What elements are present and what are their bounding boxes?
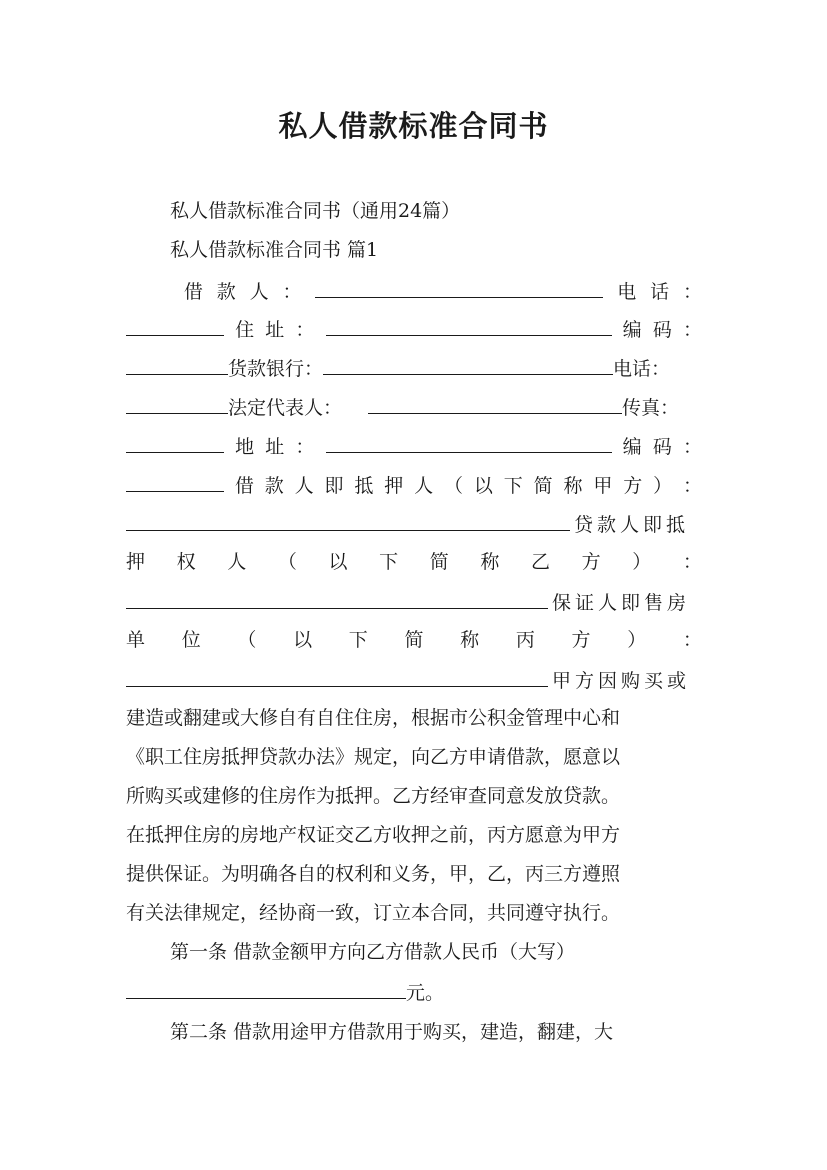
label-char: ）	[653, 475, 673, 497]
label-char: 方	[623, 475, 643, 497]
bank-line	[126, 352, 702, 382]
section-heading: 私人借款标准合同书 篇1	[170, 239, 379, 261]
guarantor-line	[126, 586, 702, 616]
amount-blank[interactable]	[126, 976, 406, 999]
label-char: 住	[235, 319, 255, 341]
label-char: ：	[295, 436, 315, 458]
party-c-blank[interactable]	[126, 664, 548, 687]
label-char: 位	[181, 629, 201, 651]
legal-rep-blank[interactable]	[368, 391, 622, 414]
label-char: ：	[682, 436, 702, 458]
label-char: 人	[294, 475, 314, 497]
label-char: ：	[682, 319, 702, 341]
fax-label: 传真：	[622, 397, 680, 419]
label-char: （	[443, 475, 463, 497]
label-char: 简	[429, 551, 449, 573]
label-char: 款	[264, 475, 284, 497]
label-char: 押	[126, 551, 146, 573]
document-title: 私人借款标准合同书	[278, 109, 549, 143]
label-char: 即	[324, 475, 344, 497]
label-char: 码	[652, 436, 672, 458]
body-line: 有关法律规定，经协商一致，订立本合同，共同遵守执行。	[126, 902, 621, 924]
label-char: 甲	[593, 475, 613, 497]
label-char: 地	[235, 436, 255, 458]
label-char: 借	[183, 281, 203, 303]
label-char: 编	[622, 319, 642, 341]
purchase-line	[126, 664, 702, 694]
party-c-line	[126, 625, 702, 655]
article-1: 第一条 借款金额甲方向乙方借款人民币（大写）	[170, 941, 576, 963]
label-char: 以	[293, 629, 313, 651]
label-char: 下	[379, 551, 399, 573]
label-char: 方	[581, 551, 601, 573]
address-blank[interactable]	[326, 313, 612, 336]
label-char: ：	[682, 551, 702, 573]
lender-line	[126, 508, 702, 538]
label-char: ：	[282, 281, 302, 303]
lender-label: 贷款人即抵	[574, 514, 690, 536]
label-char: 借	[234, 475, 254, 497]
legal-rep-label: 法定代表人：	[228, 397, 343, 419]
label-char: （	[237, 629, 257, 651]
label-char: ：	[682, 475, 702, 497]
label-char: 简	[533, 475, 553, 497]
amount-unit: 元。	[406, 982, 445, 1004]
label-char: 话	[650, 281, 670, 303]
body-line: 在抵押住房的房地产权证交乙方收押之前，丙方愿意为甲方	[126, 824, 621, 846]
label-char: 人	[249, 281, 269, 303]
label-char: 简	[404, 629, 424, 651]
label-char: 称	[563, 475, 583, 497]
label-char: 编	[622, 436, 642, 458]
address-line	[126, 313, 702, 343]
subtitle: 私人借款标准合同书（通用24篇）	[170, 200, 461, 222]
label-char: 押	[384, 475, 404, 497]
label-char: 码	[652, 319, 672, 341]
guarantor-label: 保证人即售房	[552, 592, 691, 614]
postcode-blank[interactable]	[126, 352, 228, 375]
label-char: 下	[348, 629, 368, 651]
label-char: 址	[265, 319, 285, 341]
party-a-line	[126, 469, 702, 499]
body-line: 所购买或建修的住房作为抵押。乙方经审查同意发放贷款。	[126, 785, 621, 807]
label-char: 单	[126, 629, 146, 651]
label-char: 下	[503, 475, 523, 497]
label-char: ）	[632, 551, 652, 573]
bank-phone-label: 电话：	[613, 358, 671, 380]
label-char: （	[277, 551, 297, 573]
label-char: ：	[682, 629, 702, 651]
label-char: 以	[473, 475, 493, 497]
legal-rep-line	[126, 391, 702, 421]
postcode2-blank[interactable]	[126, 469, 224, 492]
label-char: 电	[617, 281, 637, 303]
purchase-label: 甲方因购买或	[552, 670, 691, 692]
label-char: 址	[265, 436, 285, 458]
bank-phone-blank[interactable]	[126, 391, 228, 414]
article-2: 第二条 借款用途甲方借款用于购买，建造，翻建，大	[170, 1021, 614, 1043]
party-b-blank[interactable]	[126, 586, 548, 609]
label-char: 称	[480, 551, 500, 573]
label-char: ：	[682, 281, 702, 303]
bank-blank[interactable]	[323, 352, 613, 375]
label-char: 乙	[531, 551, 551, 573]
label-char: 方	[571, 629, 591, 651]
label-char: 款	[216, 281, 236, 303]
borrower-line	[126, 275, 702, 305]
label-char: 权	[176, 551, 196, 573]
bank-label: 货款银行：	[228, 358, 324, 380]
body-line: 提供保证。为明确各自的权利和义务，甲，乙，丙三方遵照	[126, 863, 621, 885]
party-b-line	[126, 547, 702, 577]
article-1-amount-line	[126, 976, 702, 1006]
address2-line	[126, 430, 702, 460]
body-line: 建造或翻建或大修自有自住住房，根据市公积金管理中心和	[126, 707, 621, 729]
label-char: 抵	[354, 475, 374, 497]
party-a-blank[interactable]	[126, 508, 570, 531]
label-char: 人	[414, 475, 434, 497]
label-char: ：	[295, 319, 315, 341]
phone-blank[interactable]	[126, 313, 224, 336]
label-char: 人	[227, 551, 247, 573]
label-char: 丙	[515, 629, 535, 651]
label-char: 以	[328, 551, 348, 573]
body-line: 《职工住房抵押贷款办法》规定，向乙方申请借款，愿意以	[126, 746, 621, 768]
label-char: ）	[627, 629, 647, 651]
borrower-blank[interactable]	[315, 275, 603, 298]
fax-blank[interactable]	[126, 430, 224, 453]
address2-blank[interactable]	[326, 430, 612, 453]
label-char: 称	[460, 629, 480, 651]
